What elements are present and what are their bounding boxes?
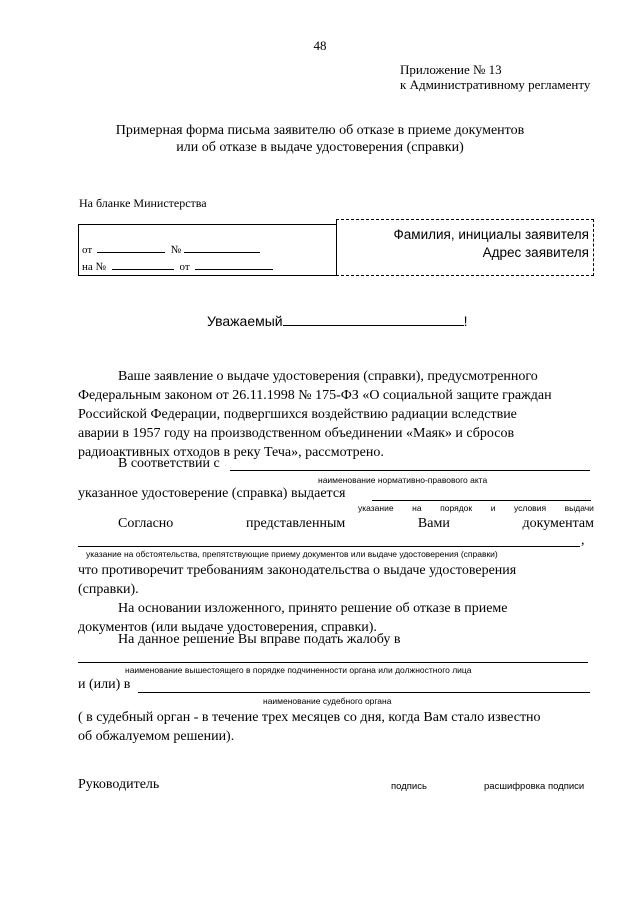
text-line: документов (или выдаче удостоверения, справки). [78, 620, 377, 635]
text-line: (справки). [78, 582, 139, 597]
date-blank [97, 242, 165, 253]
in-accordance-label: В соответствии с [118, 456, 220, 471]
hint-higher-body: наименование вышестоящего в порядке подчиненности органа или должностного лица [125, 665, 472, 675]
issued-line: указанное удостоверение (справка) выдается [78, 486, 346, 501]
from-label: от [82, 244, 93, 256]
comma: , [581, 533, 585, 548]
salutation-prefix: Уважаемый [207, 313, 283, 329]
reference-box [78, 224, 336, 276]
text-line: об обжалуемом решении). [78, 729, 235, 744]
text-word: представленным [245, 516, 346, 531]
text-word: документам [522, 516, 594, 531]
hint-procedure [358, 503, 594, 513]
higher-body-blank [78, 662, 588, 663]
paragraph-court-note [78, 708, 594, 746]
text-line: На основании изложенного, принято решение об отказе в приеме [118, 601, 508, 616]
salutation-suffix: ! [463, 313, 468, 329]
hint-court: наименование судебного органа [263, 696, 392, 706]
signature-decode: расшифровка подписи [484, 781, 585, 792]
name-blank [283, 313, 464, 326]
re-number-label: на № [82, 261, 107, 273]
appendix-line: Приложение № 13 [400, 62, 502, 77]
signature-head: Руководитель [78, 777, 160, 792]
hint-word: выдачи [564, 503, 594, 513]
appendix-line: к Административному регламенту [400, 77, 591, 92]
paragraph-contradicts [78, 561, 594, 599]
text-word: Вами [417, 516, 450, 531]
document-title [0, 122, 640, 156]
hint-word: порядок [440, 503, 473, 513]
appendix-header [400, 62, 590, 92]
text-line: радиоактивных отходов в реку Теча», рассмотрено. [78, 445, 384, 460]
circumstances-blank [78, 546, 580, 547]
title-line: Примерная форма письма заявителю об отказе в приеме документов [115, 123, 525, 138]
hint-legal-act: наименование нормативно-правового акта [318, 475, 488, 485]
reference-line [82, 242, 260, 256]
text-line [78, 367, 594, 386]
text-line: ( в судебный орган - в течение трех месяцев со дня, когда Вам стало известно [78, 710, 541, 725]
text-line: Российской Федерации, подвергшихся воздействию радиации вследствие [78, 407, 517, 422]
hint-word: условия [514, 503, 547, 513]
according-line [118, 516, 594, 532]
re-from-label: от [179, 261, 190, 273]
and-or-label: и (или) в [78, 677, 131, 692]
hint-word: и [490, 503, 496, 513]
appeal-line: На данное решение Вы вправе подать жалобу в [118, 632, 401, 647]
number-label: № [170, 244, 182, 256]
page-number: 48 [313, 38, 327, 53]
text-line: аварии в 1957 году на производственном объединении «Маяк» и сбросов [78, 426, 515, 441]
salutation [207, 313, 468, 329]
procedure-blank [372, 500, 591, 501]
text-line: Федеральным законом от 26.11.1998 № 175-ФЗ «О социальной защите граждан [78, 388, 552, 403]
signature-sign: подпись [391, 781, 427, 792]
paragraph-application [78, 367, 594, 462]
text-span: Ваше заявление о выдаче удостоверения (справки), предусмотренного [118, 369, 538, 384]
re-date-blank [195, 259, 273, 270]
text-line: что противоречит требованиям законодательства о выдаче удостоверения [78, 563, 517, 578]
text-word: Согласно [118, 516, 174, 531]
recipient-box [336, 219, 594, 276]
court-blank [138, 692, 590, 693]
recipient-name: Фамилия, инициалы заявителя [393, 227, 589, 242]
re-number-blank [112, 259, 174, 270]
letterhead-note: На бланке Министерства [79, 196, 207, 210]
hint-word: на [412, 503, 422, 513]
number-blank [184, 242, 260, 253]
hint-word: указание [358, 503, 394, 513]
recipient-address: Адрес заявителя [482, 245, 589, 260]
reference-line [82, 259, 273, 273]
title-line: или об отказе в выдаче удостоверения (справки) [176, 140, 464, 155]
legal-act-blank [230, 470, 590, 471]
hint-circumstances: указание на обстоятельства, препятствующие приему документов или выдаче удостоверения (справки) [86, 549, 498, 559]
